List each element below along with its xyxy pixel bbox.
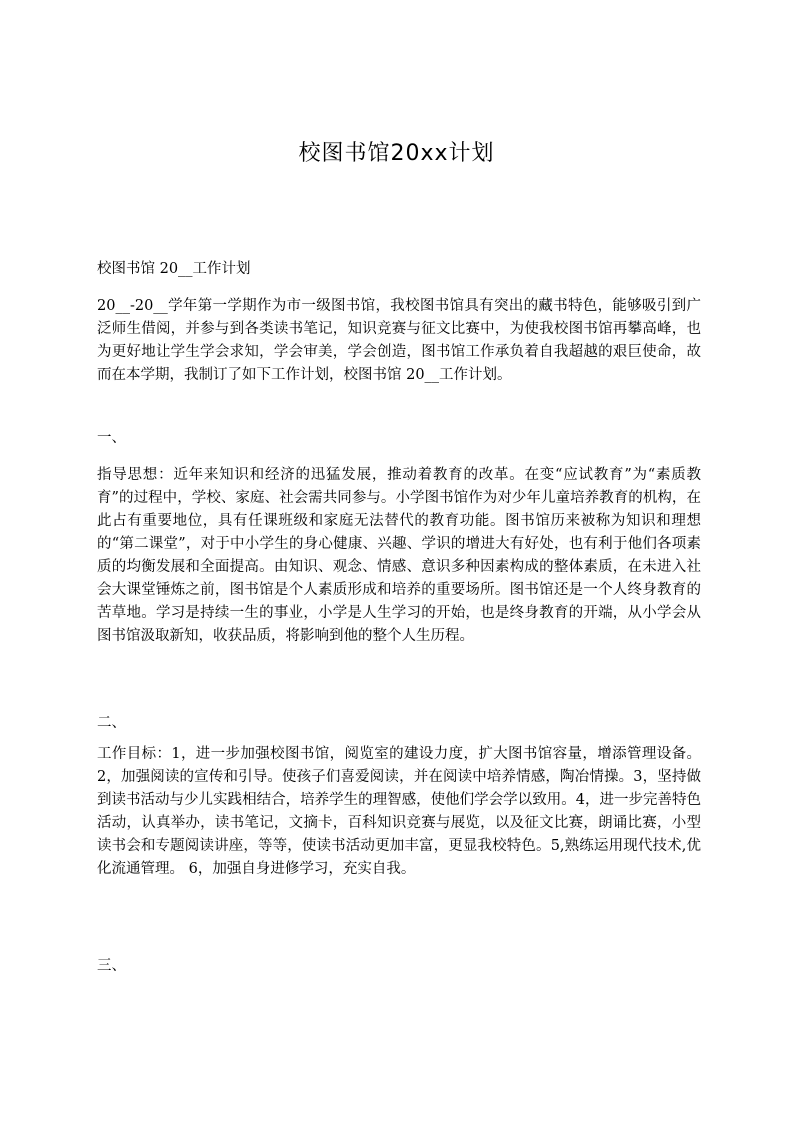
intro-paragraph: 20__-20__学年第一学期作为市一级图书馆，我校图书馆具有突出的藏书特色，能够吸引到广泛师生借阅，并参与到各类读书笔记，知识竞赛与征文比赛中，为使我校图书馆再攀高峰，也为更好地让学生学会求知，学会审美，学会创造，图书馆工作承负着自我超越的艰巨使命，故而在本学期，我制订了如下工作计划，校图书馆 20__工作计划。 (97, 298, 701, 383)
section-1-heading: 一、 (97, 430, 126, 446)
section-2-text: 工作目标：1，进一步加强校图书馆，阅览室的建设力度，扩大图书馆容量，增添管理设备。2，加强阅读的宣传和引导。使孩子们喜爱阅读，并在阅读中培养情感，陶冶情操。3，坚持做到读书活动与少儿实践相结合，培养学生的理智感，使他们学会学以致用。4，进一步完善特色活动，认真举办，读书笔记，文摘卡，百科知识竞赛与展览，以及征文比赛，朗诵比赛，小型读书会和专题阅读讲座，等等，使读书活动更加丰富，更显我校特色。5,熟练运用现代技术,优化流通管理。 6，加强自身进修学习，充实自我。 (97, 746, 701, 877)
document-subtitle: 校图书馆 20__工作计划 (97, 261, 251, 277)
document-title: 校图书馆20xx计划 (298, 141, 495, 166)
section-3-heading: 三、 (97, 958, 126, 974)
section-1-text: 指导思想：近年来知识和经济的迅猛发展，推动着教育的改革。在变“应试教育”为“素质教育”的过程中，学校、家庭、社会需共同参与。小学图书馆作为对少年儿童培养教育的机构，在此占有重要地位，具有任课班级和家庭无法替代的教育功能。图书馆历来被称为知识和理想的“第二课堂”，对于中小学生的身心健康、兴趣、学识的增进大有好处，也有利于他们各项素质的均衡发展和全面提高。由知识、观念、情感、意识多种因素构成的整体素质，在未进入社会大课堂锤炼之前，图书馆是个人素质形成和培养的重要场所。图书馆还是一个人终身教育的苦草地。学习是持续一生的事业，小学是人生学习的开始，也是终身教育的开端，从小学会从图书馆汲取新知，收获品质，将影响到他的整个人生历程。 (97, 467, 701, 644)
section-2-heading: 二、 (97, 715, 126, 731)
